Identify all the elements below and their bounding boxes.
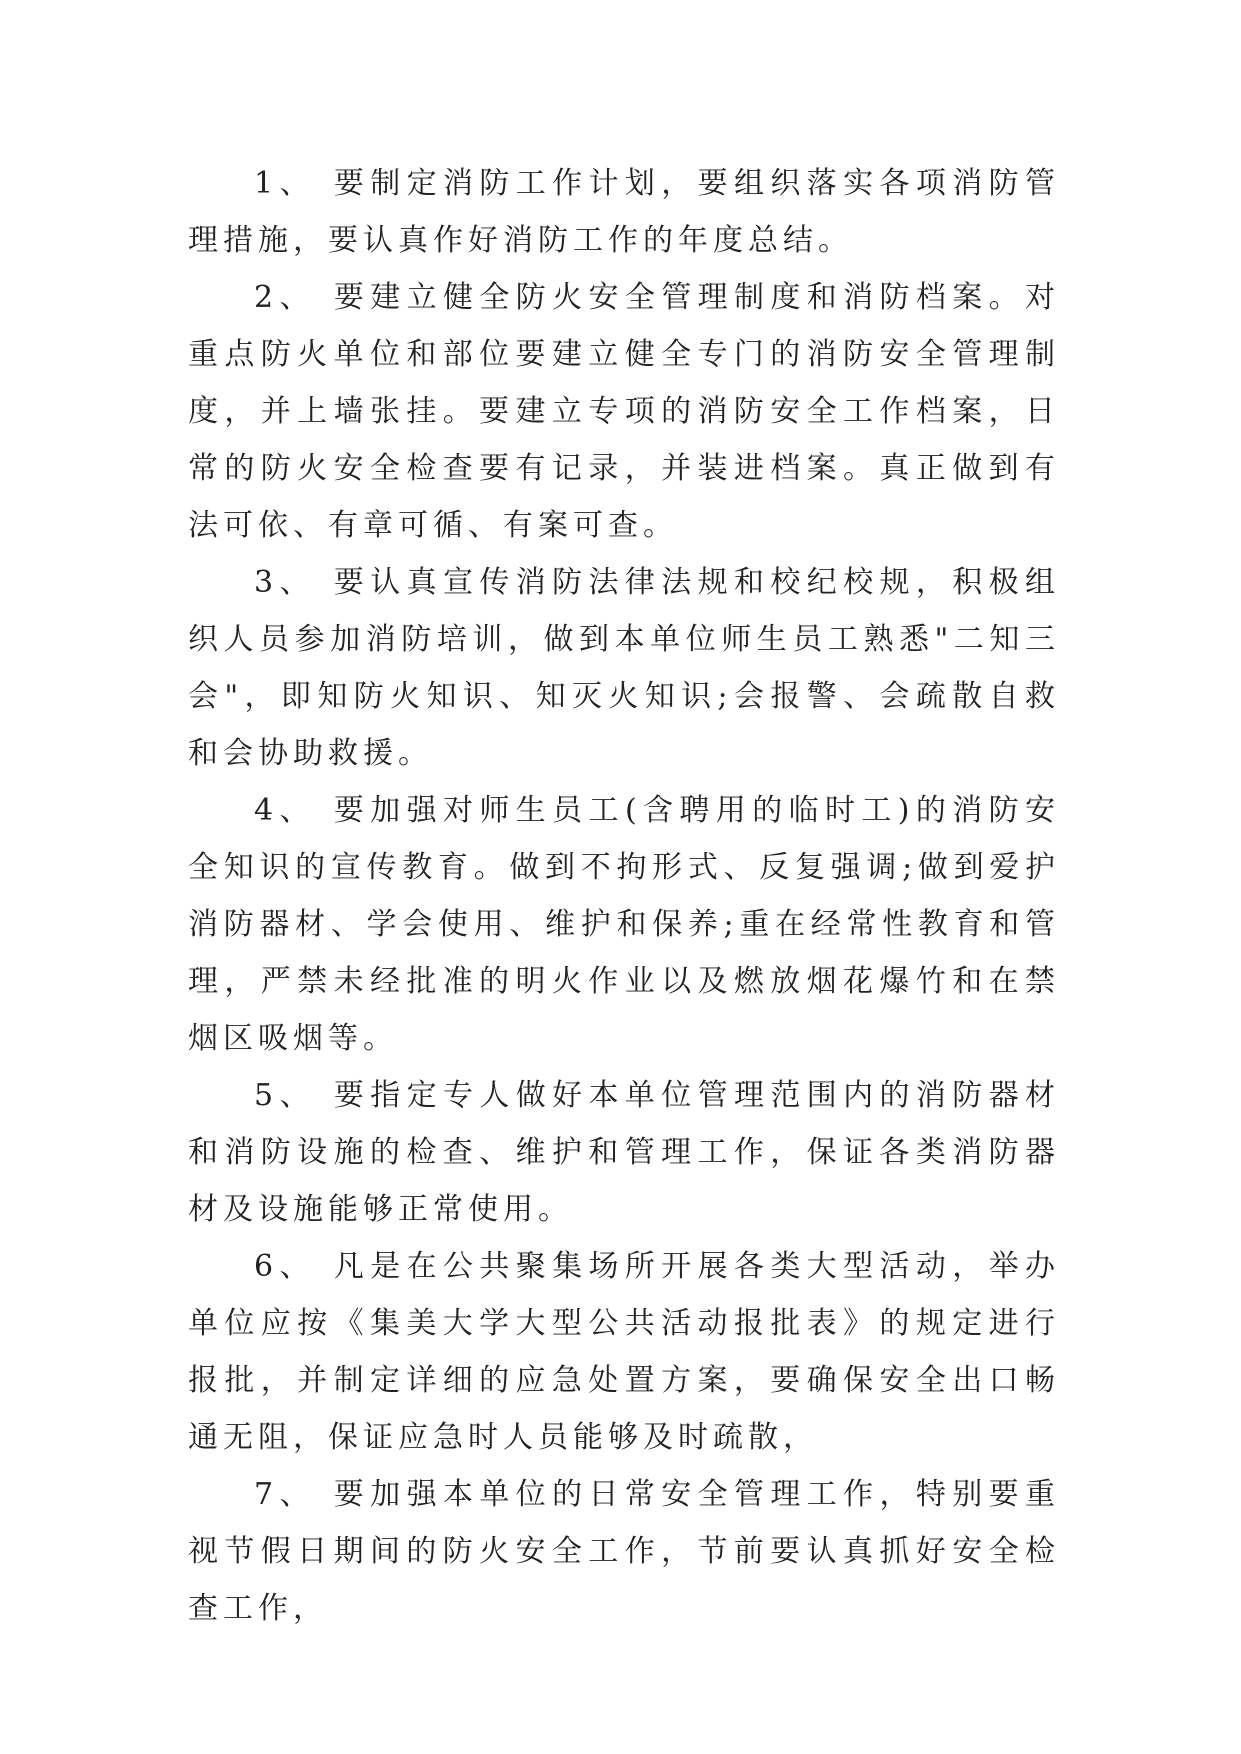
paragraph-number: 5、 xyxy=(254,1078,316,1113)
document-body xyxy=(188,155,1060,1637)
paragraph-text: 要建立健全防火安全管理制度和消防档案。对重点防火单位和部位要建立健全专门的消防安全管理制度，并上墙张挂。要建立专项的消防安全工作档案，日常的防火安全检查要有记录，并装进档案。真正做到有法可依、有章可循、有案可查。 xyxy=(188,280,1060,543)
paragraph-2 xyxy=(188,269,1060,554)
paragraph-text: 凡是在公共聚集场所开展各类大型活动，举办单位应按《集美大学大型公共活动报批表》的规定进行报批，并制定详细的应急处置方案，要确保安全出口畅通无阻，保证应急时人员能够及时疏散， xyxy=(188,1249,1060,1455)
paragraph-3 xyxy=(188,554,1060,782)
paragraph-1 xyxy=(188,155,1060,269)
paragraph-4 xyxy=(188,782,1060,1067)
paragraph-7 xyxy=(188,1466,1060,1637)
paragraph-text: 要认真宣传消防法律法规和校纪校规，积极组织人员参加消防培训，做到本单位师生员工熟悉"二知三会"，即知防火知识、知灭火知识;会报警、会疏散自救和会协助救援。 xyxy=(188,565,1060,771)
paragraph-6 xyxy=(188,1238,1060,1466)
paragraph-text: 要加强对师生员工(含聘用的临时工)的消防安全知识的宣传教育。做到不拘形式、反复强调;做到爱护消防器材、学会使用、维护和保养;重在经常性教育和管理，严禁未经批准的明火作业以及燃放烟花爆竹和在禁烟区吸烟等。 xyxy=(188,793,1060,1056)
paragraph-5 xyxy=(188,1067,1060,1238)
paragraph-text: 要加强本单位的日常安全管理工作，特别要重视节假日期间的防火安全工作，节前要认真抓好安全检查工作， xyxy=(188,1477,1060,1626)
paragraph-number: 1、 xyxy=(254,166,316,201)
paragraph-text: 要指定专人做好本单位管理范围内的消防器材和消防设施的检查、维护和管理工作，保证各类消防器材及设施能够正常使用。 xyxy=(188,1078,1060,1227)
paragraph-number: 7、 xyxy=(254,1477,316,1512)
paragraph-number: 2、 xyxy=(254,280,316,315)
paragraph-number: 3、 xyxy=(254,565,316,600)
paragraph-number: 4、 xyxy=(254,793,316,828)
paragraph-text: 要制定消防工作计划，要组织落实各项消防管理措施，要认真作好消防工作的年度总结。 xyxy=(188,166,1060,258)
paragraph-number: 6、 xyxy=(254,1249,316,1284)
